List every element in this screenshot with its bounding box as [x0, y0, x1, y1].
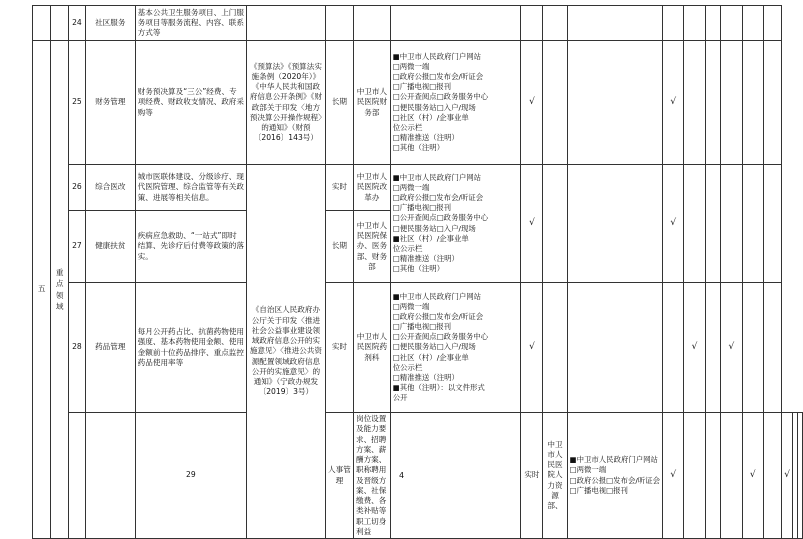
channel-option: □精准推送（注明） — [392, 372, 459, 382]
check-cell: √ — [521, 283, 543, 413]
disclosure-table — [32, 5, 803, 539]
check-cell — [721, 41, 742, 165]
check-cell — [763, 283, 781, 413]
row-number: 24 — [68, 6, 85, 41]
legal-basis: 《自治区人民政府办公厅关于印发〈推进社会公益事业建设领域政府信息公开的实施意见〉〈推进公共资源配置领域政府信息公开的实施意见〉的通知》（宁政办规发〔2019〕3号） — [246, 165, 325, 539]
channel-option: ■中卫市人民政府门户网站 — [569, 455, 658, 465]
channel-option: ■社区（村）/企事业单 — [392, 233, 469, 243]
channel-option: ■中卫市人民政府门户网站 — [392, 52, 482, 62]
row-number: 29 — [135, 413, 246, 539]
channel-option: 位公示栏 — [392, 362, 423, 372]
check-cell: √ — [663, 165, 684, 283]
channel-option: ■其他（注明）：以文件形式 — [392, 382, 485, 392]
check-cell — [684, 6, 705, 41]
section-cell-prev — [33, 6, 51, 41]
channel-option: □两微一端 — [392, 183, 430, 193]
check-cell — [721, 6, 742, 41]
channel-option: □便民服务站□入户/现场 — [392, 102, 476, 112]
channel-option: □政府公报□发布会/听证会 — [569, 475, 661, 485]
channel-option: 位公示栏 — [392, 122, 423, 132]
channel-option: □广播电视□报刊 — [392, 203, 452, 213]
check-cell — [567, 283, 662, 413]
channel-option: 公开 — [392, 392, 408, 402]
check-cell — [742, 6, 763, 41]
timing: 实时 — [521, 413, 543, 539]
check-cell — [721, 165, 742, 283]
check-cell — [543, 283, 567, 413]
check-cell — [684, 41, 705, 165]
channel-list — [390, 165, 521, 283]
channel-option: ■中卫市人民政府门户网站 — [392, 292, 482, 302]
item-content: 岗位设置及能力要求、招聘方案、薪酬方案、职称聘用及晋级方案、社保缴费、各类补贴等职工切身利益 — [354, 413, 391, 539]
check-cell — [543, 165, 567, 283]
channel-option: □便民服务站□入户/现场 — [392, 223, 476, 233]
channel-option: □两微一端 — [392, 62, 430, 72]
check-cell — [684, 165, 705, 283]
check-cell — [742, 283, 763, 413]
channel-option: □广播电视□报刊 — [392, 322, 452, 332]
check-cell — [543, 6, 567, 41]
channel-option: □政府公报□发布会/听证会 — [392, 312, 484, 322]
check-cell — [567, 165, 662, 283]
subject-cell — [354, 6, 391, 41]
channel-option: □其他（注明） — [392, 263, 445, 273]
section-title — [51, 41, 68, 539]
check-cell: √ — [721, 283, 742, 413]
channel-option: □精准推送（注明） — [392, 253, 459, 263]
item-name: 药品管理 — [85, 283, 135, 413]
channel-option: □公开查阅点□政务服务中心 — [392, 332, 489, 342]
table-row-25 — [33, 41, 803, 165]
check-cell — [742, 165, 763, 283]
section-number: 五 — [33, 41, 51, 539]
check-cell: √ — [782, 413, 793, 539]
section-title-text: 重点领域 — [55, 267, 64, 311]
check-cell — [567, 41, 662, 165]
timing-cell — [325, 6, 353, 41]
check-cell — [705, 6, 720, 41]
check-cell — [521, 6, 543, 41]
channel-option: □公开查阅点□政务服务中心 — [392, 213, 489, 223]
check-cell — [742, 41, 763, 165]
timing: 长期 — [325, 211, 353, 283]
item-name: 社区服务 — [85, 6, 135, 41]
check-cell — [705, 283, 720, 413]
check-cell — [705, 41, 720, 165]
timing: 长期 — [325, 41, 353, 165]
channel-list — [390, 283, 521, 413]
item-name: 财务管理 — [85, 41, 135, 165]
check-cell — [567, 6, 662, 41]
channel-option: □政府公报□发布会/听证会 — [392, 193, 484, 203]
check-cell: √ — [521, 165, 543, 283]
item-name: 人事管理 — [325, 413, 353, 539]
item-content: 疾病应急救助、“一站式”即时结算、先诊疗后付费等政策的落实。 — [135, 211, 246, 283]
row-number: 28 — [68, 283, 85, 413]
check-cell: √ — [684, 283, 705, 413]
channel-option: □两微一端 — [392, 302, 430, 312]
item-content: 财务预决算及“三公”经费、专项经费、财政收支情况、政府采购等 — [135, 41, 246, 165]
check-cell — [705, 165, 720, 283]
channel-option: □精准推送（注明） — [392, 132, 459, 142]
disclosure-subject: 中卫市人民医院改革办 — [354, 165, 391, 211]
timing: 实时 — [325, 165, 353, 211]
check-cell — [543, 41, 567, 165]
row-number: 27 — [68, 211, 85, 283]
row-number: 25 — [68, 41, 85, 165]
check-cell: √ — [521, 41, 543, 165]
disclosure-subject: 中卫市人民医院人力资源部、 — [543, 413, 567, 539]
channel-option: □政府公报□发布会/听证会 — [392, 72, 484, 82]
channel-option: □其他（注明） — [392, 142, 445, 152]
item-content: 城市医联体建设、分级诊疗、现代医院管理、综合监管等有关政策、进展等相关信息。 — [135, 165, 246, 211]
table-row-24 — [33, 6, 803, 41]
item-name: 综合医改 — [85, 165, 135, 211]
check-cell — [663, 6, 684, 41]
table-row-28 — [33, 283, 803, 413]
check-cell: √ — [742, 413, 763, 539]
check-cell — [763, 41, 781, 165]
disclosure-subject: 中卫市人民医院保办、医务部、财务部 — [354, 211, 391, 283]
channel-option: 位公示栏 — [392, 243, 423, 253]
channel-option: □社区（村）/企事业单 — [392, 352, 469, 362]
item-name: 健康扶贫 — [85, 211, 135, 283]
check-cell: √ — [663, 41, 684, 165]
channel-option: □两微一端 — [569, 465, 607, 475]
table-row-26 — [33, 165, 803, 211]
disclosure-subject: 中卫市人民医院财务部 — [354, 41, 391, 165]
channel-option: □公开查阅点□政务服务中心 — [392, 92, 489, 102]
page-number: 4 — [398, 471, 405, 480]
legal-basis: 《预算法》《预算法实施条例（2020年）》《中华人民共和国政府信息公开条例》《财政部关于印发〈地方预决算公开操作规程〉的通知》（财预〔2016〕143号） — [246, 41, 325, 165]
channel-option: □社区（村）/企事业单 — [392, 112, 469, 122]
channel-list — [390, 41, 521, 165]
check-cell — [763, 6, 781, 41]
channel-option: □便民服务站□入户/现场 — [392, 342, 476, 352]
channel-option: ■中卫市人民政府门户网站 — [392, 173, 482, 183]
basis-cell — [246, 6, 325, 41]
check-cell — [663, 283, 684, 413]
channel-option: □广播电视□报刊 — [569, 485, 628, 495]
channel-option: □广播电视□报刊 — [392, 82, 452, 92]
section-title-cell-prev — [51, 6, 68, 41]
item-content: 每月公开药占比、抗菌药物使用强度、基本药物使用金额、使用金额前十位药品排序、重点监控药品使用率等 — [135, 283, 246, 413]
disclosure-subject: 中卫市人民医院药剂科 — [354, 283, 391, 413]
check-cell: √ — [663, 413, 684, 539]
timing: 实时 — [325, 283, 353, 413]
channels-cell — [390, 6, 521, 41]
item-content: 基本公共卫生服务项目、上门服务项目等服务流程、内容、联系方式等 — [135, 6, 246, 41]
check-cell — [763, 165, 781, 283]
row-number: 26 — [68, 165, 85, 211]
